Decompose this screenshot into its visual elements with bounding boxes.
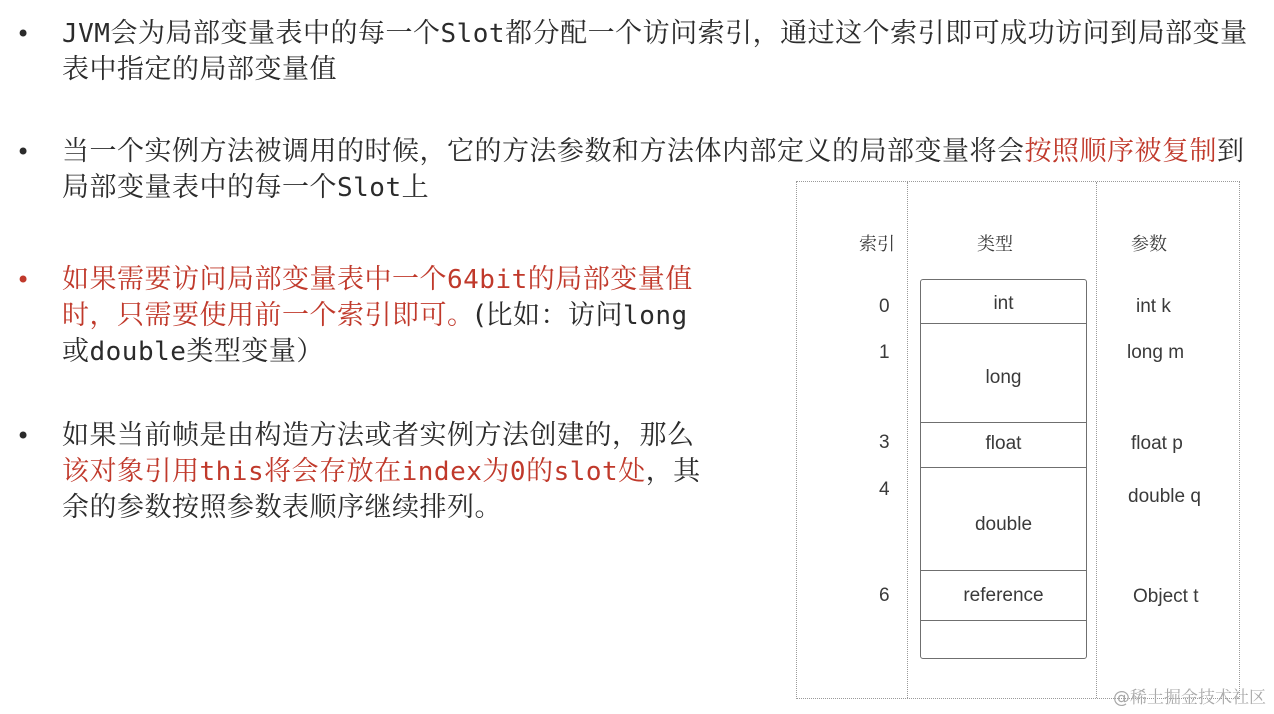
column-divider <box>1096 182 1097 698</box>
text-run: 或 <box>62 336 90 367</box>
text-run: 的 <box>526 456 554 487</box>
bullet-text <box>62 420 701 523</box>
text-run: long <box>623 301 688 331</box>
row-param: long m <box>1127 342 1185 363</box>
slot-type-label: double <box>974 514 1033 535</box>
row-index: 6 <box>879 585 890 606</box>
text-run: 当一个实例方法被调用的时候，它的方法参数和方法体内部定义的局部变量将会 <box>62 136 1025 167</box>
slot-stack <box>920 279 1087 659</box>
slot-divider <box>921 467 1086 468</box>
text-run: index <box>401 457 483 487</box>
row-param: Object t <box>1133 586 1199 607</box>
header-type: 类型 <box>977 234 1013 254</box>
slot-divider <box>921 323 1086 324</box>
text-run: JVM <box>62 19 111 49</box>
text-run: 上 <box>401 172 430 203</box>
column-divider <box>907 182 908 698</box>
slot-divider <box>921 570 1086 571</box>
bullet-dot: • <box>16 20 31 48</box>
watermark: @稀土掘金技术社区 <box>1113 688 1266 708</box>
text-run: 会为局部变量表中的每一个 <box>110 18 441 49</box>
text-run: (比如：访问 <box>474 300 624 331</box>
text-run: Slot <box>337 173 402 203</box>
header-index: 索引 <box>859 234 895 254</box>
row-param: double q <box>1128 486 1201 507</box>
text-run: 将会存放在 <box>264 456 402 487</box>
text-run: 如果需要访问局部变量表中一个 <box>62 264 447 295</box>
text-run: 为 <box>482 456 510 487</box>
row-index: 1 <box>879 342 890 363</box>
bullet-64bit <box>16 262 712 370</box>
row-index: 3 <box>879 432 890 453</box>
text-run: 到局部变量表中的每一个 <box>62 136 1245 203</box>
text-run: 按照顺序被复制 <box>1024 136 1217 167</box>
text-run: this <box>199 457 265 487</box>
slot-type-label: int <box>993 293 1014 314</box>
text-run: 64bit <box>447 265 528 295</box>
text-run: 如果当前帧是由构造方法或者实例方法创建的，那么 <box>62 420 695 451</box>
text-run: 处 <box>618 456 646 487</box>
row-param: int k <box>1136 296 1171 317</box>
text-run: ，其余的参数按照参数表顺序继续排列。 <box>62 456 701 523</box>
bullet-dot: • <box>16 266 31 294</box>
slot-divider <box>921 422 1086 423</box>
text-run: Slot <box>440 19 506 49</box>
text-run: double <box>89 337 187 367</box>
local-variable-table-diagram <box>796 181 1240 699</box>
text-run: 该对象引用 <box>62 456 200 487</box>
slot-divider <box>921 620 1086 621</box>
bullet-text <box>62 264 693 367</box>
row-index: 0 <box>879 296 890 317</box>
bullet-dot: • <box>16 422 31 450</box>
slot-type-label: long <box>985 367 1022 388</box>
text-run: 的局部变量值时，只需要使用前一个索引即可。 <box>62 264 693 331</box>
bullet-dot: • <box>16 138 31 166</box>
header-param: 参数 <box>1131 234 1167 254</box>
bullet-slot-index <box>16 16 1252 88</box>
bullet-text <box>62 18 1248 85</box>
slot-type-label: reference <box>963 585 1044 606</box>
text-run: 0 <box>509 457 527 487</box>
row-param: float p <box>1131 433 1183 454</box>
text-run: 类型变量） <box>186 336 324 367</box>
text-run: 都分配一个访问索引，通过这个索引即可成功访问到局部变量表中指定的局部变量值 <box>62 18 1248 85</box>
bullet-this-reference <box>16 418 712 526</box>
text-run: slot <box>553 457 619 487</box>
row-index: 4 <box>879 479 890 500</box>
slot-type-label: float <box>985 433 1022 454</box>
